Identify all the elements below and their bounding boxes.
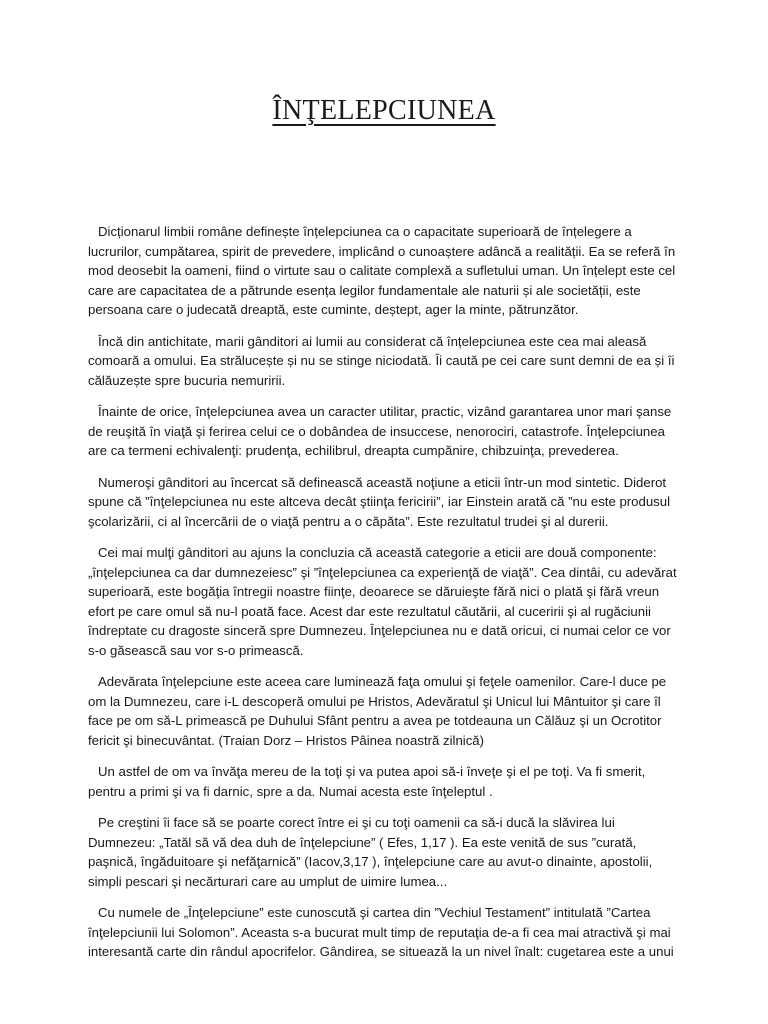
paragraph: Încă din antichitate, marii gânditori ai lumii au considerat că înțelepciunea este cea mai aleasă comoară a omului. Ea strălucește și nu se stinge niciodată. Îi caută pe cei care sunt demni de ea și îi călăuzește spre bucuria nemuririi. xyxy=(88,333,675,388)
paragraph: Dicționarul limbii române definește înțelepciunea ca o capacitate superioară de înțelegere a lucrurilor, cumpătarea, spirit de prevedere, implicând o cunoaștere adâncă a realității. Ea se referă în mod deosebit la oameni, fiind o virtute sau o calitate complexă a sufletului uman. Un înțelept este cel care are capacitatea de a pătrunde esența legilor fundamentale ale naturii și ale societății, este persoana care o judecată dreaptă, este cuminte, deștept, ager la minte, pătrunzător. xyxy=(88,224,676,317)
paragraph: Înainte de orice, înţelepciunea avea un caracter utilitar, practic, vizând garantarea unor mari şanse de reuşită în viaţă şi ferirea celui ce o dobândea de insuccese, nenorociri, catastrofe. Înţelepciunea are ca termeni echivalenţi: prudenţa, echilibrul, dreapta cumpănire, chibzuinţa, prevederea. xyxy=(88,404,672,458)
paragraph: Un astfel de om va învăţa mereu de la toţi şi va putea apoi să-i înveţe şi el pe toţi. Va fi smerit, pentru a primi şi va fi darnic, spre a da. Numai acesta este înţeleptul . xyxy=(88,764,646,799)
paragraph: Numeroşi gânditori au încercat să definească această noţiune a eticii într-un mod sintetic. Diderot spune că ”înţelepciunea nu este altceva decât ştiinţa fericirii”, iar Einstein arată că ”nu este produsul şcolarizării, ci al încercării de o viaţă pentru a o căpăta”. Este rezultatul trudei şi al durerii. xyxy=(88,474,671,529)
paragraph: Pe creştini îi face să se poarte corect între ei şi cu toţi oamenii ca să-i ducă la slăvirea lui Dumnezeu: „Tatăl să vă dea duh de înţelepciune” ( Efes, 1,17 ). Ea este venită de sus ”curată, paşnică, îngăduitoare şi nefăţarnică” (Iacov,3,17 ), înţelepciune care au avut-o dinainte, apostolii, simpli pescari şi necărturari care au umplut de uimire lumea... xyxy=(88,815,653,889)
document-body xyxy=(88,222,680,974)
paragraph: Cu numele de „Înţelepciune” este cunoscută şi cartea din ”Vechiul Testament” intitulată ”Cartea înţelepciunii lui Solomon”. Aceasta s-a bucurat mult timp de reputaţia de-a fi cea mai atractivă şi mai interesantă carte din rândul apocrifelor. Gândirea, se situează la un nivel înalt: cugetarea este a unui xyxy=(88,905,674,959)
page-title: ÎNŢELEPCIUNEA xyxy=(272,95,496,126)
paragraph: Cei mai mulţi gânditori au ajuns la concluzia că această categorie a eticii are două componente: „înţelepciunea ca dar dumnezeiesc” şi ”înţelepciunea ca experienţă de viaţă”. Cea dintâi, cu adevărat superioară, este bogăţia întregii noastre fiinţe, deoarece se dăruieşte fără nici o plată şi fără vreun efort pe care omul să nu-l poată face. Acest dar este rezultatul căutării, al cuceririi şi al rugăciunii îndreptate cu dragoste sinceră spre Dumnezeu. Înţelepciunea nu e dată oricui, ci numai celor ce vor s-o găsească sau vor s-o primească. xyxy=(88,545,677,658)
paragraph: Adevărata înţelepciune este aceea care luminează faţa omului şi feţele oamenilor. Care-l duce pe om la Dumnezeu, care i-L descoperă omului pe Hristos, Adevăratul şi Unicul lui Mântuitor şi care îl face pe om să-L primească pe Duhului Sfânt pentru a avea pe totdeauna un Călăuz şi un Ocrotitor fericit şi binecuvântat. (Traian Dorz – Hristos Pâinea noastră zilnică) xyxy=(88,674,667,748)
